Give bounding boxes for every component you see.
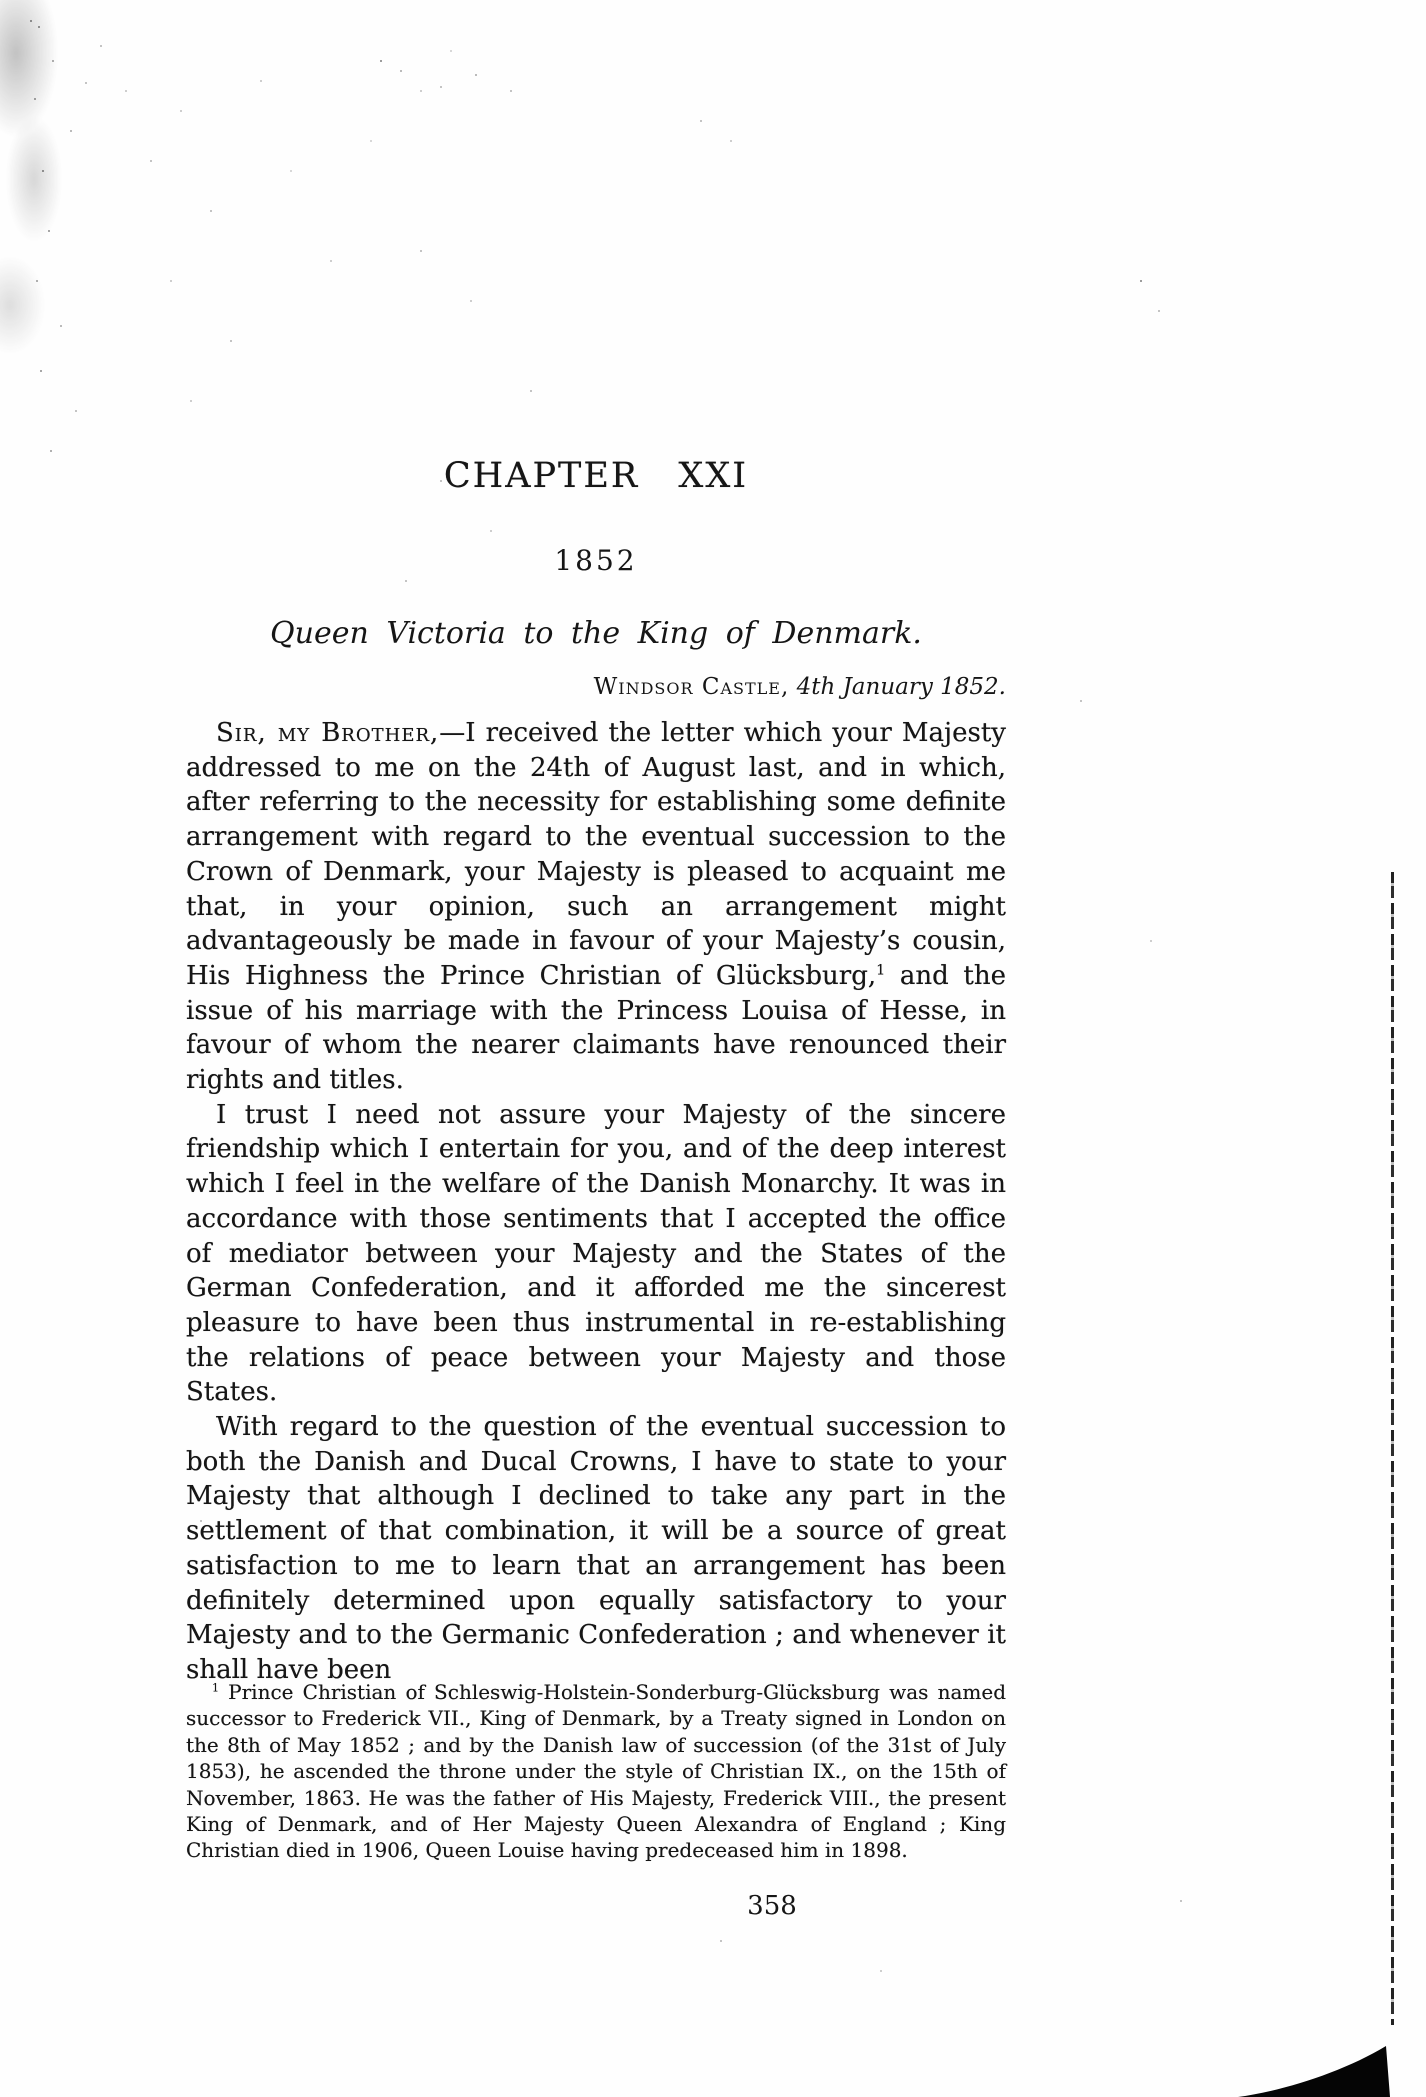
- year-heading: 1852: [554, 544, 638, 577]
- scan-noise: [380, 60, 382, 62]
- scan-gutter-line: [1391, 872, 1394, 2025]
- paragraph-1-text-b: and the issue of his marriage with the Princess Louisa of Hesse, in favour of whom the nearer claimants have renounced their rights and titles.: [186, 960, 1007, 1096]
- dateline-date: 4th January 1852.: [789, 674, 1006, 700]
- footnote-text: Prince Christian of Schleswig-Holstein-Sonderburg-Glücksburg was named successor to Frederick VII., King of Denmark, by a Treaty signed in London on the 8th of May 1852 ; and by the Danish law of succession (of the 31st of July 1853), he ascended the throne under the style of Christian IX., on the 15th of November, 1863. He was the father of His Majesty, Frederick VIII., the present King of Denmark, and of Her Majesty Queen Alexandra of England ; King Christian died in 1906, Queen Louise having predeceased him in 1898.: [186, 1680, 1006, 1863]
- footnote-reference-marker: 1: [876, 962, 886, 979]
- chapter-heading: CHAPTER XXI: [443, 456, 749, 496]
- page-curl-corner: [1238, 2044, 1390, 2097]
- page-number: 358: [747, 1891, 797, 1921]
- footnote-number: 1: [212, 1681, 219, 1695]
- letter-paragraph-1: [186, 716, 1006, 1098]
- footnote-paragraph: [186, 1679, 1006, 1864]
- letter-paragraph-2: I trust I need not assure your Majesty of the sincere friendship which I entertain for you, and of the deep interest which I feel in the welfare of the Danish Monarchy. It was in accordance with those sentiments that I accepted the office of mediator between your Majesty and the States of the German Confederation, and it afforded me the sincerest pleasure to have been thus instrumental in re-establishing the relations of peace between your Majesty and those States.: [186, 1099, 1006, 1408]
- salutation: Sir, my Brother,: [216, 718, 440, 748]
- letter-title: Queen Victoria to the King of Denmark.: [270, 616, 922, 651]
- paragraph-1-text-a: —I received the letter which your Majesty addressed to me on the 24th of August last, and in which, after referring to the necessity for establishing some definite arrangement with regard to the eventual succession to the Crown of Denmark, your Majesty is pleased to acquaint me that, in your opinion, such an arrangement might advantageously be made in favour of your Majesty’s cousin, His Highness the Prince Christian of Glücksburg,: [186, 718, 1006, 991]
- letter-body: [186, 716, 1006, 1688]
- footnote: [186, 1679, 1006, 1864]
- dateline-place: Windsor Castle,: [593, 674, 790, 700]
- dateline: [186, 674, 1008, 700]
- letter-paragraph-3: With regard to the question of the eventual succession to both the Danish and Ducal Crowns, I have to state to your Majesty that although I declined to take any part in the settlement of that combination, it will be a source of great satisfaction to me to learn that an arrangement has been definitely determined upon equally satisfactory to your Majesty and to the Germanic Confederation ; and whenever it shall have been: [186, 1412, 1006, 1685]
- scan-noise: [30, 20, 32, 22]
- scan-smudge: [0, 0, 112, 410]
- scan-noise: [1140, 280, 1142, 282]
